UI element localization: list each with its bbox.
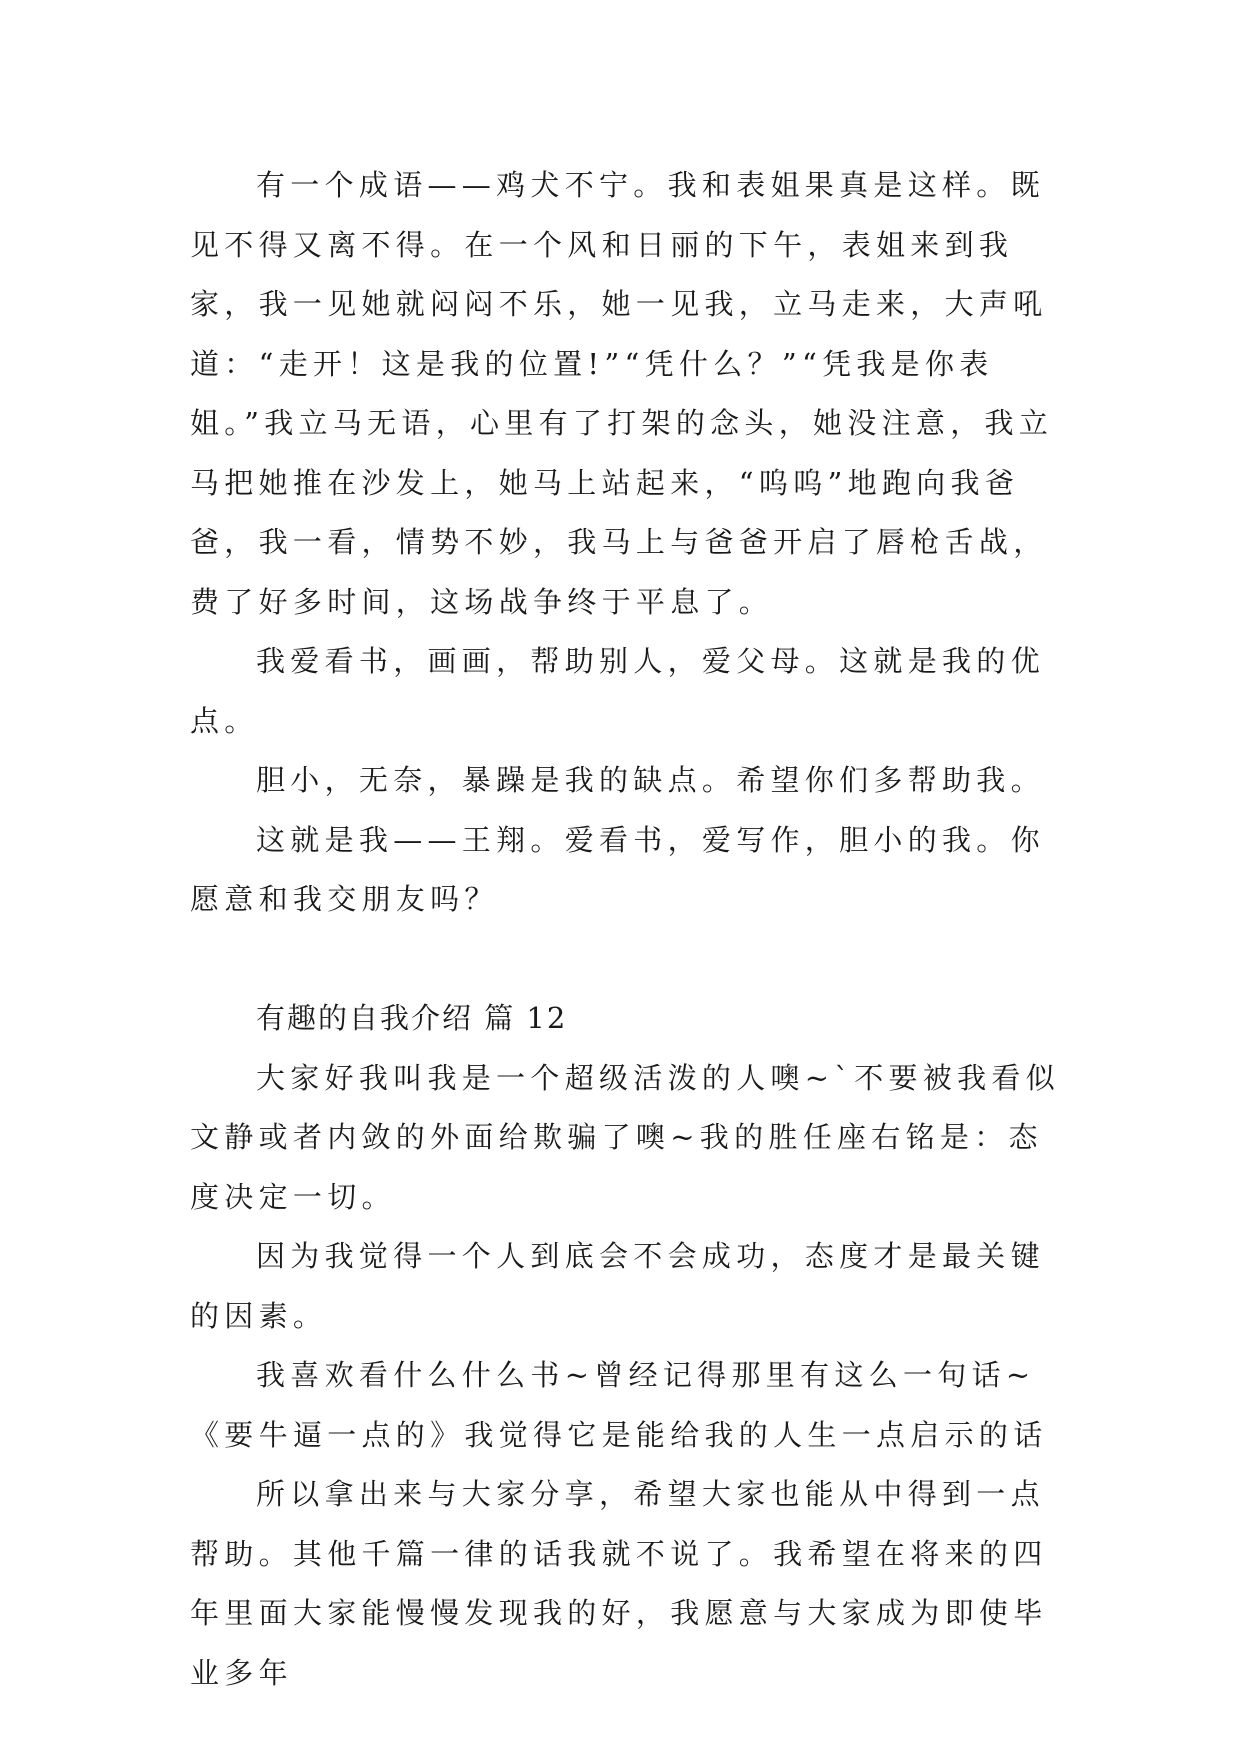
- paragraph-attitude: 因为我觉得一个人到底会不会成功，态度才是最关键的因素。: [190, 1239, 1045, 1333]
- document-body: [190, 156, 1060, 1703]
- paragraph-closing: 这就是我——王翔。爱看书，爱写作，胆小的我。你愿意和我交朋友吗？: [190, 822, 1045, 916]
- paragraph-books: 我喜欢看什么什么书~曾经记得那里有这么一句话~《要牛逼一点的》我觉得它是能给我的人生一点启示的话: [190, 1358, 1048, 1452]
- paragraph-strengths: 我爱看书，画画，帮助别人，爱父母。这就是我的优点。: [190, 644, 1045, 738]
- paragraph-greeting: 大家好我叫我是一个超级活泼的人噢~`不要被我看似文静或者内敛的外面给欺骗了噢~我的胜任座右铭是：态度决定一切。: [190, 1060, 1060, 1214]
- section-spacer: [190, 930, 1060, 990]
- section-heading: 有趣的自我介绍 篇 12: [256, 1001, 568, 1035]
- paragraph-cousin-story: 有一个成语——鸡犬不宁。我和表姐果真是这样。既见不得又离不得。在一个风和日丽的下午，表姐来到我家，我一见她就闷闷不乐，她一见我，立马走来，大声吼道：“走开！这是我的位置!”“凭什么？”“凭我是你表姐。”我立马无语，心里有了打架的念头，她没注意，我立马把她推在沙发上，她马上站起来，“呜呜”地跑向我爸爸，我一看，情势不妙，我马上与爸爸开启了唇枪舌战，费了好多时间，这场战争终于平息了。: [190, 168, 1054, 619]
- paragraph-weaknesses: 胆小，无奈，暴躁是我的缺点。希望你们多帮助我。: [256, 763, 1045, 797]
- paragraph-sharing: 所以拿出来与大家分享，希望大家也能从中得到一点帮助。其他千篇一律的话我就不说了。我希望在将来的四年里面大家能慢慢发现我的好，我愿意与大家成为即使毕业多年: [190, 1477, 1048, 1690]
